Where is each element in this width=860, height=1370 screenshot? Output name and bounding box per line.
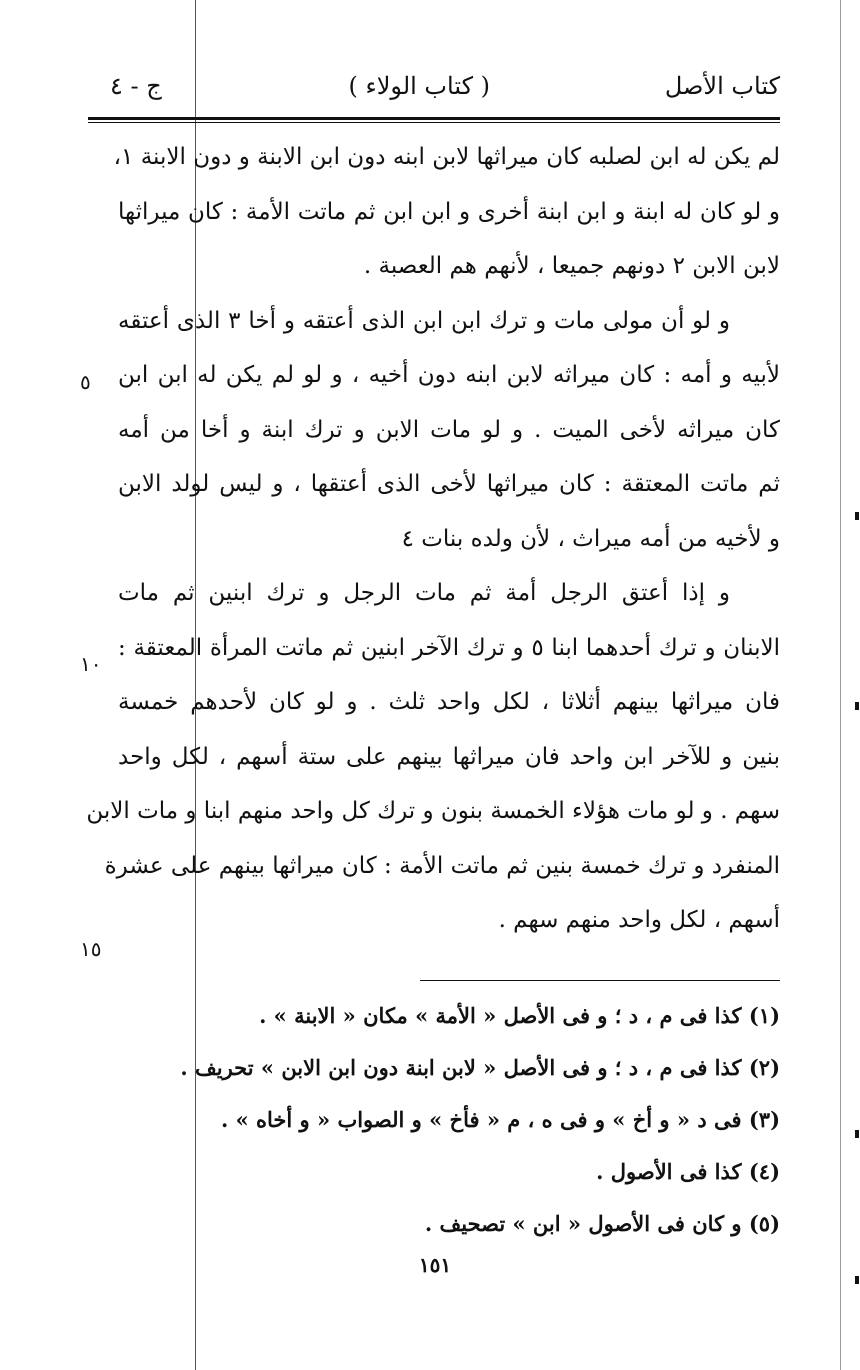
text-line: و إذا أعتق الرجل أمة ثم مات الرجل و ترك ابنين ثم مات (118, 580, 730, 606)
line-number: ١٥ (80, 937, 102, 961)
text-line: أسهم ، لكل واحد منهم سهم . (498, 907, 780, 933)
text-line: لابن الابن ٢ دونهم جميعا ، لأنهم هم العصبة . (363, 253, 780, 279)
header-rule-thin (88, 122, 780, 123)
text-line: الابنان و ترك أحدهما ابنا ٥ و ترك الآخر ابنين ثم ماتت المرأة المعتقة : (118, 634, 780, 661)
text-line: سهم . و لو مات هؤلاء الخمسة بنون و ترك كل واحد منهم ابنا و مات الابن (86, 798, 780, 824)
footnote: (١) كذا فى م ، د ؛ و فى الأصل « الأمة » مكان « الابنة » . (259, 1003, 780, 1028)
text-line: فان ميراثها بينهم أثلاثا ، لكل واحد ثلث . و لو كان لأحدهم خمسة (118, 689, 780, 715)
text-line: المنفرد و ترك خمسة بنين ثم ماتت الأمة : كان ميراثها بينهم على عشرة (104, 852, 780, 879)
line-number: ٥ (80, 370, 91, 394)
scan-mark (855, 702, 859, 710)
header-rule-thick (88, 117, 780, 120)
text-line: لأبيه و أمه : كان ميراثه لابن ابنه دون أخيه ، و لو لم يكن له ابن ابن (118, 362, 780, 388)
gutter-line-right (840, 0, 841, 1370)
page-number: ١٥١ (418, 1253, 452, 1277)
text-line: كان ميراثه لأخى الميت . و لو مات الابن و ترك ابنة و أخا من أمه (118, 416, 780, 443)
text-line: بنين و للآخر ابن واحد فان ميراثها بينهم على ستة أسهم ، لكل واحد (118, 743, 780, 770)
chapter-title: ( كتاب الولاء ) (348, 72, 490, 100)
footnote: (٤) كذا فى الأصول . (596, 1159, 780, 1184)
text-line: ثم ماتت المعتقة : كان ميراثها لأخى الذى أعتقها ، و ليس لولد الابن (118, 471, 780, 497)
footnote: (٣) فى د « و أخ » و فى ه ، م « فأخ » و الصواب « و أخاه » . (220, 1107, 780, 1132)
volume-label: ج - ٤ (110, 72, 162, 100)
scan-mark (855, 1276, 859, 1284)
scan-mark (855, 512, 859, 520)
footnote: (٥) و كان فى الأصول « ابن » تصحيف . (424, 1211, 780, 1236)
running-header (90, 66, 780, 112)
text-line: و لأخيه من أمه ميراث ، لأن ولده بنات ٤ (401, 525, 780, 552)
line-number: ١٠ (80, 652, 102, 676)
scan-mark (855, 1130, 859, 1138)
footnotes (180, 990, 780, 1250)
text-line: و لو أن مولى مات و ترك ابن ابن الذى أعتقه و أخا ٣ الذى أعتقه (118, 307, 730, 334)
footnote-rule (420, 980, 780, 981)
footnote: (٢) كذا فى م ، د ؛ و فى الأصل « لابن ابنة دون ابن الابن » تحريف . (180, 1055, 780, 1080)
text-line: و لو كان له ابنة و ابن ابنة أخرى و ابن ابن ثم ماتت الأمة : كان ميراثها (118, 198, 780, 225)
text-line: لم يكن له ابن لصلبه كان ميراثها لابن ابنه دون ابن الابنة و دون الابنة ١، (113, 144, 780, 170)
book-title: كتاب الأصل (664, 72, 780, 100)
